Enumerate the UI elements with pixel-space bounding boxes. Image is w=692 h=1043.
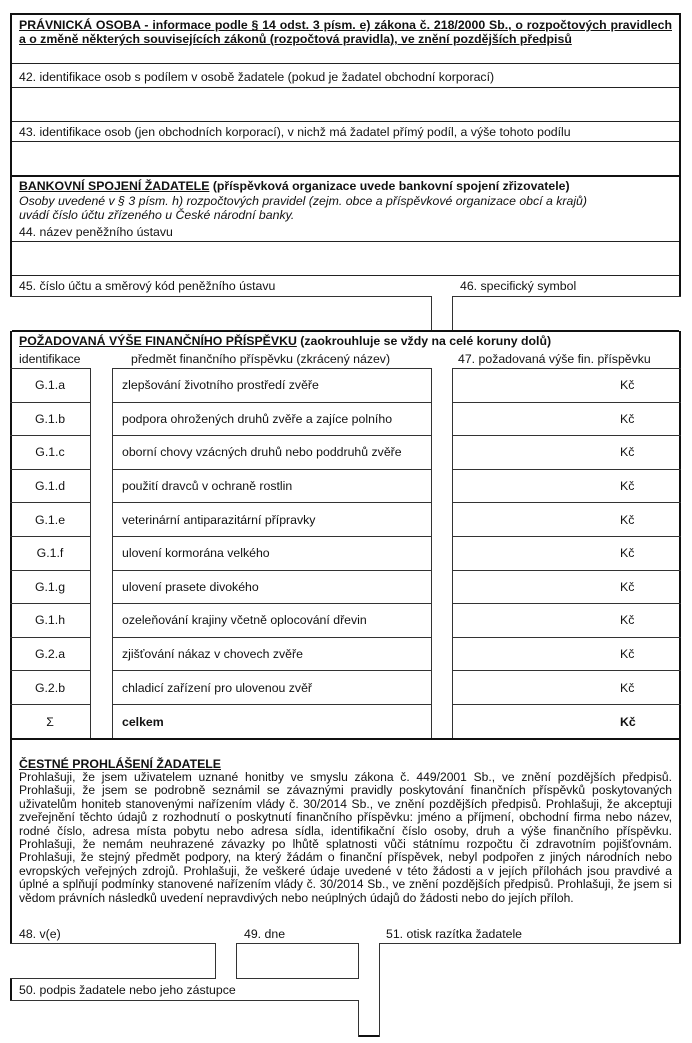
row-id: G.1.c [35,445,65,460]
row-id: G.1.b [34,411,66,426]
row-amount-input[interactable] [453,503,681,537]
field-49-input[interactable] [236,943,359,979]
row-id: G.1.g [34,579,66,594]
divider [12,141,679,142]
row-id-cell [10,369,90,403]
field-51-label: 51. otisk razítka žadatele [386,927,523,941]
row-amount-input[interactable] [453,638,681,672]
currency-label: Kč [620,680,635,695]
divider [12,275,679,276]
field-50-label: 50. podpis žadatele nebo jeho zástupce [19,983,236,997]
row-id-cell [10,403,90,437]
row-id-cell [10,470,90,504]
field-48-label: 48. v(e) [19,927,61,941]
currency-label: Kč [620,647,635,662]
row-id-cell [10,604,90,638]
row-id-cell [10,571,90,605]
col-header-subject: předmět finančního příspěvku (zkrácený název) [131,352,391,366]
row-subject: ozeleňování krajiny včetně oplocování dřevin [122,613,367,628]
divider [12,87,679,88]
field-49-label: 49. dne [244,927,286,941]
row-subject: podpora ohrožených druhů zvěře a zajíce polního [122,411,393,426]
total-label: celkem [122,714,164,729]
bank-heading [19,179,570,193]
row-subject-cell [113,470,431,504]
sum-symbol: Σ [46,714,54,729]
field-43-input[interactable] [14,143,677,173]
row-subject-cell [113,671,431,705]
row-amount-input[interactable] [453,470,681,504]
declaration-text: Prohlašuji, že jsem uživatelem uznané honitby ve smyslu zákona č. 449/2001 Sb., ve znění pozdějších předpisů. Prohlašuji, že jsem se podrobně seznámil se závaznými pravidly poskytování finančních příspěvků poskytovaných uživatelům honiteb stanovenými nařízením vlády č. 30/2014 Sb., ve znění pozdějších předpisů. Prohlašuji, že akceptuji zveřejnění těchto údajů z rozhodnutí o poskytnutí finančního příspěvku: jméno a příjmení, obchodní firma nebo název, rodné číslo, adresa místa pobytu nebo adresa sídla, identifikační číslo osoby, druh a výše finančního příspěvku. Prohlašuji, že nemám neuhrazené závazky po lhůtě splatnosti vůči státnímu rozpočtu či zdravotním pojišťovnám. Prohlašuji, že stejný předmět podpory, na který žádám o finanční příspěvek, nebyl podpořen z jiných národních nebo evropských veřejných zdrojů. Prohlašuji, že veškeré údaje uvedené v této žádosti a v jejích přílohách jsou pravdivé a úplné a splňují podmínky stanovené nařízením vlády č. 30/2014 Sb., ve znění pozdějších předpisů. Prohlašuji, že jsem si vědom právních následků uvedení nepravdivých nebo neúplných údajů do žádosti nebo do jejích příloh. [19,770,672,905]
row-subject-cell [113,571,431,605]
field-42-input[interactable] [14,89,677,119]
row-subject: ulovení prasete divokého [122,579,259,594]
row-id: G.2.b [34,680,66,695]
field-50-input[interactable] [10,1000,359,1037]
row-id: G.1.a [34,378,66,393]
declaration-title: ČESTNÉ PROHLÁŠENÍ ŽADATELE [19,757,221,771]
row-id-cell [10,503,90,537]
row-subject: veterinární antiparazitární přípravky [122,512,316,527]
currency-label: Kč [620,445,635,460]
contribution-title-note: (zaokrouhluje se vždy na celé koruny dolů) [296,334,552,348]
field-44-label: 44. název peněžního ústavu [19,225,173,239]
currency-label: Kč [620,479,635,494]
declaration-block [19,757,672,905]
currency-label: Kč [620,378,635,393]
row-subject: zlepšování životního prostředí zvěře [122,378,319,393]
row-amount-input[interactable] [453,671,681,705]
field-43-label: 43. identifikace osob (jen obchodních korporací), v nichž má žadatel přímý podíl, a výše tohoto podílu [19,125,571,139]
application-form [10,13,681,1037]
row-id: G.1.h [34,613,66,628]
row-id: G.1.e [34,512,66,527]
row-subject-cell [113,537,431,571]
currency-label: Kč [620,512,635,527]
row-id-cell [10,537,90,571]
row-id-cell [10,436,90,470]
row-amount-input[interactable] [453,403,681,437]
field-48-input[interactable] [10,943,216,979]
total-subject-cell [113,705,431,739]
total-amount-input[interactable] [453,705,681,739]
row-subject: oborní chovy vzácných druhů nebo poddruhů zvěře [122,445,402,460]
divider [12,63,679,64]
row-id-cell [10,671,90,705]
field-42-label: 42. identifikace osob s podílem v osobě žadatele (pokud je žadatel obchodní korporací) [19,70,495,84]
row-id: G.1.f [36,546,64,561]
row-subject: ulovení kormorána velkého [122,546,270,561]
bank-note: Osoby uvedené v § 3 písm. h) rozpočtových pravidel (zejm. obce a příspěvkové organizace obcí a krajů) uvádí číslo účtu zřízeného u České národní banky. [19,194,587,222]
currency-label: Kč [620,714,636,729]
section-divider [12,330,679,332]
legal-entity-title: PRÁVNICKÁ OSOBA - informace podle § 14 odst. 3 písm. e) zákona č. 218/2000 Sb., o rozpočtových pravidlech a o změně některých souvisejících zákonů (rozpočtová pravidla), ve znění pozdějších předpisů [19,18,672,46]
row-subject-cell [113,369,431,403]
field-45-input[interactable] [10,296,432,331]
row-subject-cell [113,403,431,437]
section-divider [12,175,679,177]
section-divider [12,738,679,740]
row-subject: použití dravců v ochraně rostlin [122,479,293,494]
contribution-heading [19,334,551,348]
divider [12,241,679,242]
row-amount-input[interactable] [453,436,681,470]
bank-title-note: (příspěvková organizace uvede bankovní spojení zřizovatele) [209,179,570,193]
bank-title: BANKOVNÍ SPOJENÍ ŽADATELE [19,179,210,193]
row-subject: zjišťování nákaz v chovech zvěře [122,647,303,662]
field-51-input[interactable] [379,943,681,1037]
field-45-label: 45. číslo účtu a směrový kód peněžního ústavu [19,279,276,293]
currency-label: Kč [620,579,635,594]
row-amount-input[interactable] [453,604,681,638]
divider [12,121,679,122]
currency-label: Kč [620,546,635,561]
currency-label: Kč [620,613,635,628]
field-46-label: 46. specifický symbol [460,279,577,293]
row-subject-cell [113,638,431,672]
col-header-id: identifikace [19,352,81,366]
row-subject-cell [113,604,431,638]
amount-column [452,368,681,738]
row-amount-input[interactable] [453,537,681,571]
currency-label: Kč [620,411,635,426]
row-subject-cell [113,436,431,470]
col-header-amount: 47. požadovaná výše fin. příspěvku [458,352,651,366]
legal-entity-heading [19,18,672,46]
id-column [10,368,91,738]
subject-column [112,368,432,738]
row-id: G.2.a [34,647,66,662]
row-id-cell [10,638,90,672]
contribution-title: POŽADOVANÁ VÝŠE FINANČNÍHO PŘÍSPĚVKU [19,334,297,348]
row-amount-input[interactable] [453,571,681,605]
row-amount-input[interactable] [453,369,681,403]
field-46-input[interactable] [452,296,681,331]
row-subject: chladicí zařízení pro ulovenou zvěř [122,680,313,695]
total-id-cell [10,705,90,739]
row-id: G.1.d [34,479,66,494]
row-subject-cell [113,503,431,537]
field-44-input[interactable] [14,243,677,273]
